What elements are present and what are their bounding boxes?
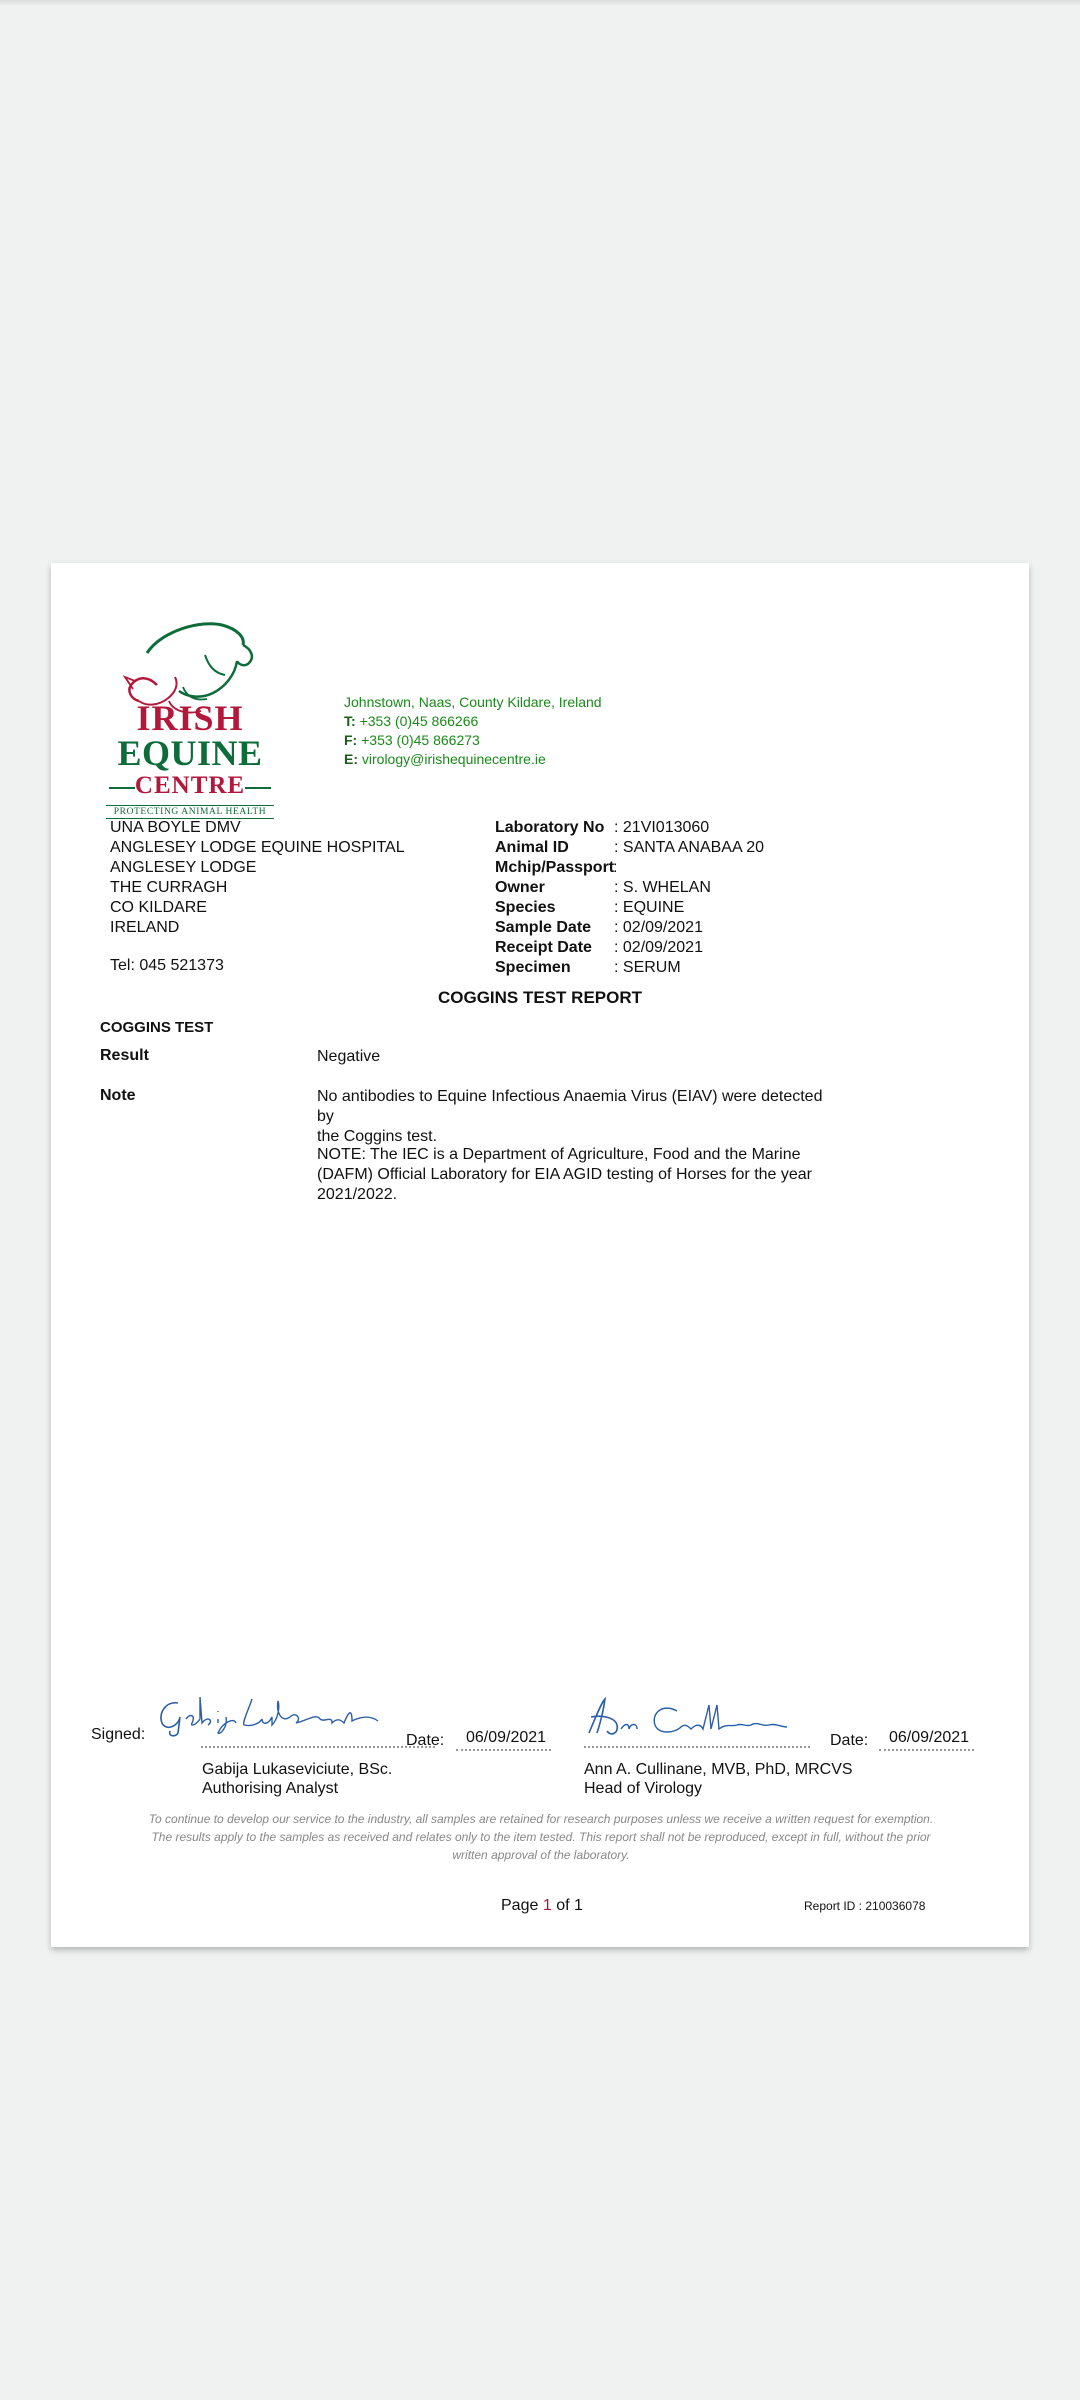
signatory-right-name: Ann A. Cullinane, MVB, PhD, MRCVS (584, 1761, 853, 1778)
logo-text-equine: EQUINE (117, 733, 263, 773)
signature-right (581, 1693, 801, 1741)
date-line-right (879, 1749, 974, 1751)
page-number (501, 1897, 583, 1915)
recipient-line: CO KILDARE (110, 899, 207, 916)
contact-email-label: E: (344, 751, 358, 767)
detail-value: : 21VI013060 (614, 819, 710, 836)
contact-email[interactable]: virology@irishequinecentre.ie (361, 751, 546, 767)
detail-label: Laboratory No (495, 819, 605, 836)
top-shadow (0, 0, 1080, 6)
date-value-right: 06/09/2021 (889, 1729, 970, 1746)
result-value: Negative (317, 1048, 381, 1065)
contact-fax: +353 (0)45 866273 (361, 732, 480, 748)
detail-label: Specimen (495, 959, 571, 976)
section-heading: COGGINS TEST (100, 1019, 214, 1036)
note-line: the Coggins test. (317, 1128, 438, 1145)
contact-fax-label: F: (344, 732, 358, 748)
disclaimer-line: written approval of the laboratory. (452, 1848, 630, 1862)
dafm-note-line: 2021/2022. (317, 1186, 398, 1203)
signatory-right (584, 1760, 853, 1798)
recipient-line: IRELAND (110, 919, 180, 936)
disclaimer-line: The results apply to the samples as received and relates only to the item tested. This report shall not be reproduced, except in full, without the prior (151, 1830, 931, 1844)
detail-label: Species (495, 899, 556, 916)
disclaimer (146, 1810, 936, 1864)
detail-value: : 02/09/2021 (614, 939, 703, 956)
dafm-note (317, 1145, 837, 1205)
page-prefix: Page (501, 1897, 539, 1914)
detail-value: : S. WHELAN (614, 879, 711, 896)
signatory-right-role: Head of Virology (584, 1780, 702, 1797)
report-title: COGGINS TEST REPORT (437, 988, 643, 1007)
recipient-line: ANGLESEY LODGE (110, 859, 257, 876)
detail-label: Receipt Date (495, 939, 592, 956)
date-label-left: Date: (406, 1732, 445, 1749)
note-text (317, 1087, 837, 1147)
recipient-line: THE CURRAGH (110, 879, 228, 896)
note-label: Note (100, 1087, 136, 1104)
recipient-line: UNA BOYLE DMV (110, 819, 241, 836)
date-value-left: 06/09/2021 (466, 1729, 547, 1746)
date-label-right: Date: (830, 1732, 869, 1749)
page-of: of 1 (556, 1897, 583, 1914)
signature-left (156, 1693, 396, 1737)
detail-value: : EQUINE (614, 899, 685, 916)
recipient-address (110, 818, 405, 938)
detail-value: : SANTA ANABAA 20 (614, 839, 764, 856)
dafm-note-line: (DAFM) Official Laboratory for EIA AGID testing of Horses for the year (317, 1166, 812, 1183)
recipient-tel: Tel: 045 521373 (110, 957, 224, 974)
signed-label: Signed: (91, 1726, 146, 1743)
document-page (51, 563, 1029, 1947)
detail-value: : 02/09/2021 (614, 919, 703, 936)
logo-text-centre: CENTRE (134, 772, 246, 799)
logo-tagline: PROTECTING ANIMAL HEALTH (106, 805, 274, 819)
signatory-left-name: Gabija Lukaseviciute, BSc. (202, 1761, 393, 1778)
signatory-left-role: Authorising Analyst (202, 1780, 339, 1797)
contact-block (344, 693, 602, 769)
dafm-note-line: NOTE: The IEC is a Department of Agriculture, Food and the Marine (317, 1146, 801, 1163)
contact-tel: +353 (0)45 866266 (359, 713, 479, 729)
detail-label: Animal ID (495, 839, 569, 856)
disclaimer-line: To continue to develop our service to the industry, all samples are retained for research purposes unless we receive a written request for exemption. (148, 1812, 934, 1826)
recipient-line: ANGLESEY LODGE EQUINE HOSPITAL (110, 839, 405, 856)
contact-address: Johnstown, Naas, County Kildare, Ireland (344, 694, 602, 710)
detail-label: Sample Date (495, 919, 592, 936)
logo-text-irish: IRISH (136, 698, 244, 738)
result-label: Result (100, 1047, 149, 1064)
date-line-left (456, 1749, 551, 1751)
contact-tel-label: T: (344, 713, 356, 729)
signatory-left (202, 1760, 392, 1798)
detail-value: : SERUM (614, 959, 681, 976)
detail-label: Owner (495, 879, 545, 896)
note-line: No antibodies to Equine Infectious Anaemia Virus (EIAV) were detected by (317, 1088, 823, 1125)
signature-line-right (584, 1746, 810, 1748)
report-id: Report ID : 210036078 (804, 1899, 926, 1913)
detail-label: Mchip/Passport (495, 859, 615, 876)
signature-line-left (201, 1746, 435, 1748)
detail-value: : (613, 859, 618, 876)
page-current: 1 (542, 1897, 552, 1914)
